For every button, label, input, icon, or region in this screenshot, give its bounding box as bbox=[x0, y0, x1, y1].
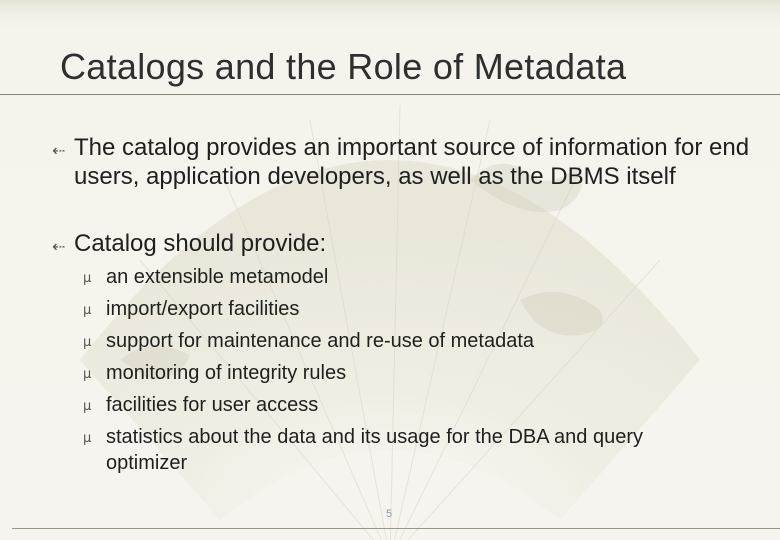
sub-bullet-text: an extensible metamodel bbox=[106, 266, 329, 288]
mu-bullet-icon: µ bbox=[83, 271, 92, 286]
sub-bullet-text: monitoring of integrity rules bbox=[106, 362, 347, 384]
slide-title: Catalogs and the Role of Metadata bbox=[60, 46, 627, 87]
mu-bullet-icon: µ bbox=[83, 431, 92, 446]
mu-bullet-icon: µ bbox=[83, 367, 92, 382]
mu-bullet-icon: µ bbox=[83, 399, 92, 414]
sub-bullet-text: facilities for user access bbox=[106, 394, 319, 416]
bullet-text: Catalog should provide: bbox=[74, 230, 327, 257]
sub-bullet-text: support for maintenance and re-use of metadata bbox=[106, 330, 535, 352]
title-divider bbox=[0, 94, 780, 95]
sub-bullet-text: statistics about the data and its usage for the DBA and query optimizer bbox=[106, 426, 644, 474]
bullet-text: The catalog provides an important source of information for end users, application developers, as well as the DBMS itself bbox=[74, 134, 750, 190]
footer-divider bbox=[12, 528, 780, 529]
page-number: 5 bbox=[386, 508, 393, 520]
arrow-bullet-icon: ⇠ bbox=[52, 237, 66, 256]
sub-bullet-text: import/export facilities bbox=[106, 298, 300, 320]
arrow-bullet-icon: ⇠ bbox=[52, 141, 66, 160]
mu-bullet-icon: µ bbox=[83, 335, 92, 350]
mu-bullet-icon: µ bbox=[83, 303, 92, 318]
